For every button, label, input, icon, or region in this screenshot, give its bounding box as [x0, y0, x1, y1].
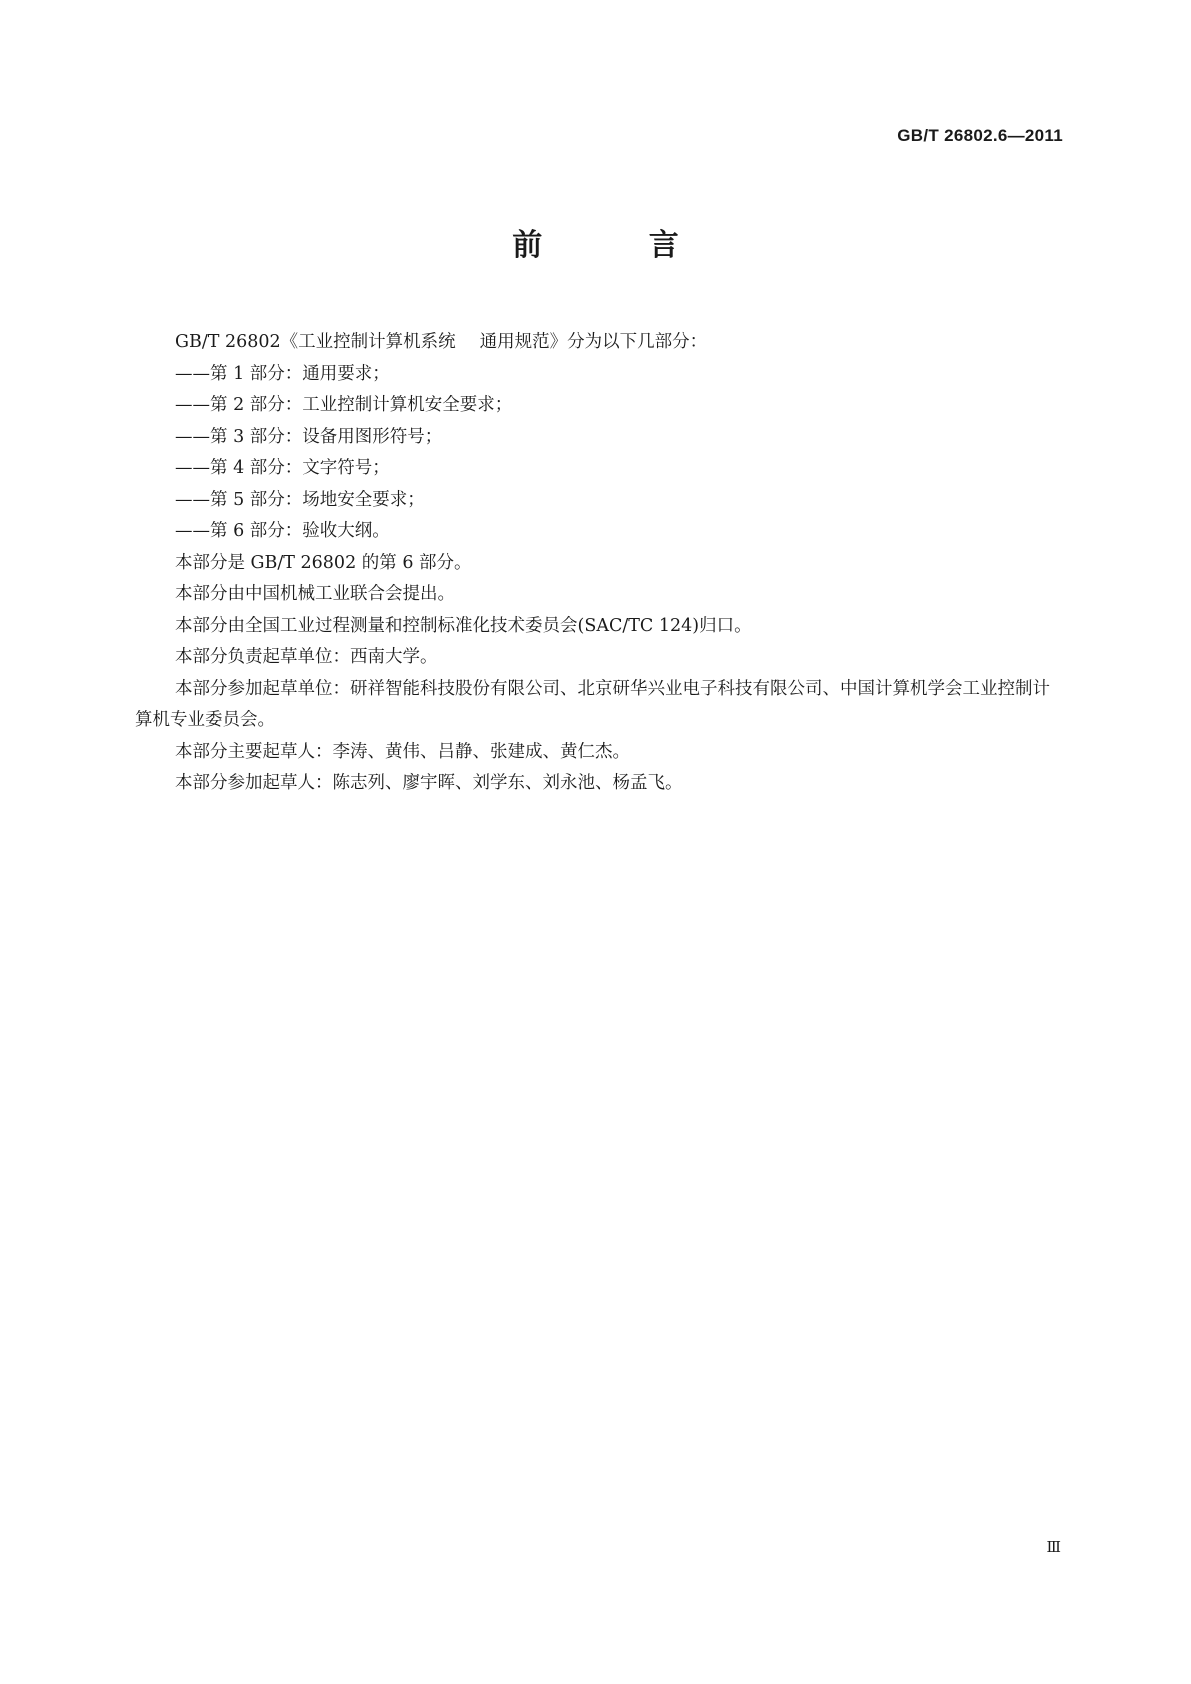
part-list-item: ——第 1 部分：通用要求；	[175, 363, 390, 384]
page-title: 前 言	[512, 228, 727, 263]
part-list-item: ——第 4 部分：文字符号；	[175, 458, 390, 478]
paragraph-part-of-standard: 本部分是 GB/T 26802 的第 6 部分。	[175, 552, 472, 573]
part-list-item: ——第 2 部分：工业控制计算机安全要求；	[175, 395, 513, 415]
paragraph-proposed-by: 本部分由中国机械工业联合会提出。	[175, 584, 455, 604]
intro-text-part2: 通用规范》分为以下几部分：	[479, 332, 708, 352]
paragraph-participating-units: 本部分参加起草单位：研祥智能科技股份有限公司、北京研华兴业电子科技有限公司、中国计算机学会工业控制计算机专业委员会。	[135, 678, 1050, 730]
part-list-item: ——第 6 部分：验收大纲。	[175, 521, 390, 541]
part-list-item: ——第 3 部分：设备用图形符号；	[175, 426, 443, 447]
paragraph-drafting-unit: 本部分负责起草单位：西南大学。	[175, 647, 438, 667]
foreword-body	[135, 327, 1065, 800]
paragraph-main-drafters: 本部分主要起草人：李涛、黄伟、吕静、张建成、黄仁杰。	[175, 741, 630, 762]
intro-paragraph	[135, 327, 1065, 359]
intro-text-part1: GB/T 26802《工业控制计算机系统	[175, 332, 456, 352]
part-list-item: ——第 5 部分：场地安全要求；	[175, 489, 425, 510]
page-number: Ⅲ	[1046, 1538, 1061, 1556]
paragraph-centralized-by: 本部分由全国工业过程测量和控制标准化技术委员会(SAC/TC 124)归口。	[175, 615, 752, 636]
paragraph-participating-drafters: 本部分参加起草人：陈志列、廖宇晖、刘学东、刘永池、杨孟飞。	[175, 773, 683, 793]
standard-code: GB/T 26802.6—2011	[897, 126, 1063, 145]
